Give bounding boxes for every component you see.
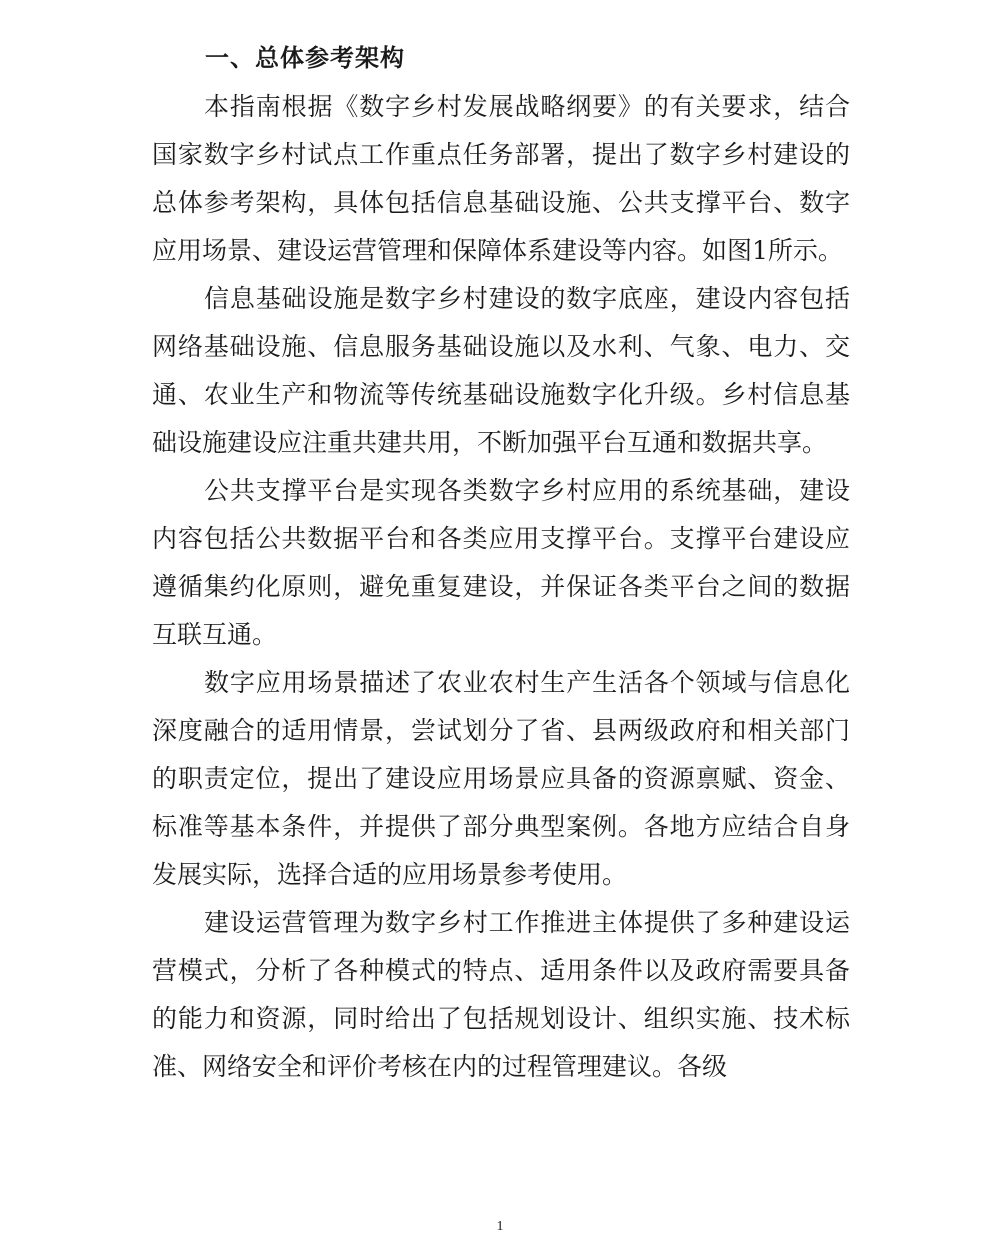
section-heading: 一、总体参考架构 bbox=[205, 44, 405, 72]
paragraph: 公共支撑平台是实现各类数字乡村应用的系统基础，建设内容包括公共数据平台和各类应用支撑平台。支撑平台建设应遵循集约化原则，避免重复建设，并保证各类平台之间的数据互联互通。 bbox=[152, 476, 850, 649]
paragraph: 建设运营管理为数字乡村工作推进主体提供了多种建设运营模式，分析了各种模式的特点、适用条件以及政府需要具备的能力和资源，同时给出了包括规划设计、组织实施、技术标准、网络安全和评价考核在内的过程管理建议。各级 bbox=[152, 908, 850, 1081]
paragraph: 本指南根据《数字乡村发展战略纲要》的有关要求，结合国家数字乡村试点工作重点任务部署，提出了数字乡村建设的总体参考架构，具体包括信息基础设施、公共支撑平台、数字应用场景、建设运营管理和保障体系建设等内容。如图1所示。 bbox=[152, 92, 850, 265]
page-number: 1 bbox=[496, 1219, 504, 1234]
paragraph: 数字应用场景描述了农业农村生产生活各个领域与信息化深度融合的适用情景，尝试划分了省、县两级政府和相关部门的职责定位，提出了建设应用场景应具备的资源禀赋、资金、标准等基本条件，并提供了部分典型案例。各地方应结合自身发展实际，选择合适的应用场景参考使用。 bbox=[152, 668, 850, 889]
body-text bbox=[152, 83, 850, 1091]
paragraph: 信息基础设施是数字乡村建设的数字底座，建设内容包括网络基础设施、信息服务基础设施以及水利、气象、电力、交通、农业生产和物流等传统基础设施数字化升级。乡村信息基础设施建设应注重共建共用，不断加强平台互通和数据共享。 bbox=[152, 284, 850, 457]
